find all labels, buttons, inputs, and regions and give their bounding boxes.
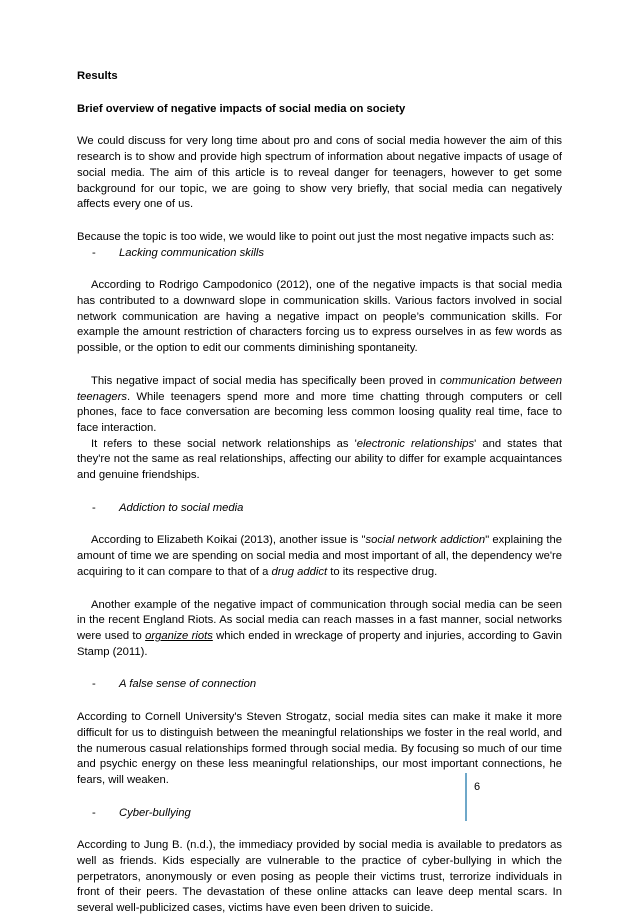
- page-number: 6: [474, 781, 481, 793]
- bullet-label: Cyber-bullying: [119, 806, 191, 819]
- bullet-dash: -: [92, 501, 96, 514]
- overview-heading: Brief overview of negative impacts of social media on society: [77, 102, 406, 115]
- bullet-label: Lacking communication skills: [119, 246, 265, 259]
- bullet-false-connection: [77, 677, 562, 693]
- paragraph: According to Cornell University's Steven Strogatz, social media sites can make it make it more difficult for us to distinguish between the meaningful relationships we foster in the real world, and the numerous casual relationships formed through social media. By focusing so much of our time and psychic energy on these less meaningful relationships, our most important connections, he fears, will weaken.: [77, 711, 562, 786]
- bullet-label: Addiction to social media: [119, 501, 244, 514]
- bullet-cyber-bullying: [77, 806, 562, 822]
- paragraph: It refers to these social network relationships as 'electronic relationships' and states that they're not the same as real relationships, affecting our ability to differ for example acquaintances and genuine friendships.: [77, 437, 563, 482]
- paragraph: According to Elizabeth Koikai (2013), another issue is "social network addiction" explaining the amount of time we are spending on social media and most important of all, the dependency we're acquiring to it can compare to that of a drug addict to its respective drug.: [77, 534, 562, 578]
- bullet-label: A false sense of connection: [119, 678, 257, 691]
- paragraph: According to Jung B. (n.d.), the immediacy provided by social media is available to predators as well as friends. Kids especially are vulnerable to the practice of cyber-bullying in which the perpetrators, anonymously or even posing as people their victims trust, terrorize individuals in front of their peers. The devastation of these online attacks can leave deep mental scars. In several well-publicized cases, victims have even been driven to suicide.: [77, 839, 562, 915]
- footer-divider: [465, 773, 467, 821]
- bullet-dash: -: [92, 806, 96, 819]
- paragraph: This negative impact of social media has specifically been proved in communication between teenagers. While teenagers spend more and more time chatting through computers or cell phones, face to face conversation are becoming less common loosing quality real time, face to face interaction.: [77, 374, 562, 434]
- paragraph: Another example of the negative impact of communication through social media can be seen in the recent England Riots. As social media can reach masses in a fast manner, social networks were used to organize riots which ended in wreckage of property and injuries, according to Gavin Stamp (2011).: [77, 598, 562, 658]
- intro-paragraph: We could discuss for very long time about pro and cons of social media however the aim of this research is to show and provide high spectrum of information about negative impacts of usage of social media. The aim of this article is to reveal danger for teenagers, however to get some background for our topic, we are going to show very briefly, that social media can negatively affects every one of us.: [77, 135, 562, 211]
- bullet-addiction: [77, 501, 562, 517]
- page-content: [77, 69, 562, 917]
- results-heading: Results: [77, 70, 118, 82]
- bullet-dash: -: [92, 678, 96, 691]
- bullet-lacking-communication: [77, 246, 562, 262]
- paragraph: According to Rodrigo Campodonico (2012), one of the negative impacts is that social media has contributed to a downward slope in communication skills. Various factors involved in social network communication are having a negative impact on people’s communication skills. For example the amount restriction of characters forcing us to express ourselves in as few words as possible, or the option to edit our comments diminishing spontaneity.: [77, 279, 562, 355]
- bullet-dash: -: [92, 246, 96, 259]
- topic-intro-paragraph: Because the topic is too wide, we would like to point out just the most negative impacts such as:: [77, 230, 555, 243]
